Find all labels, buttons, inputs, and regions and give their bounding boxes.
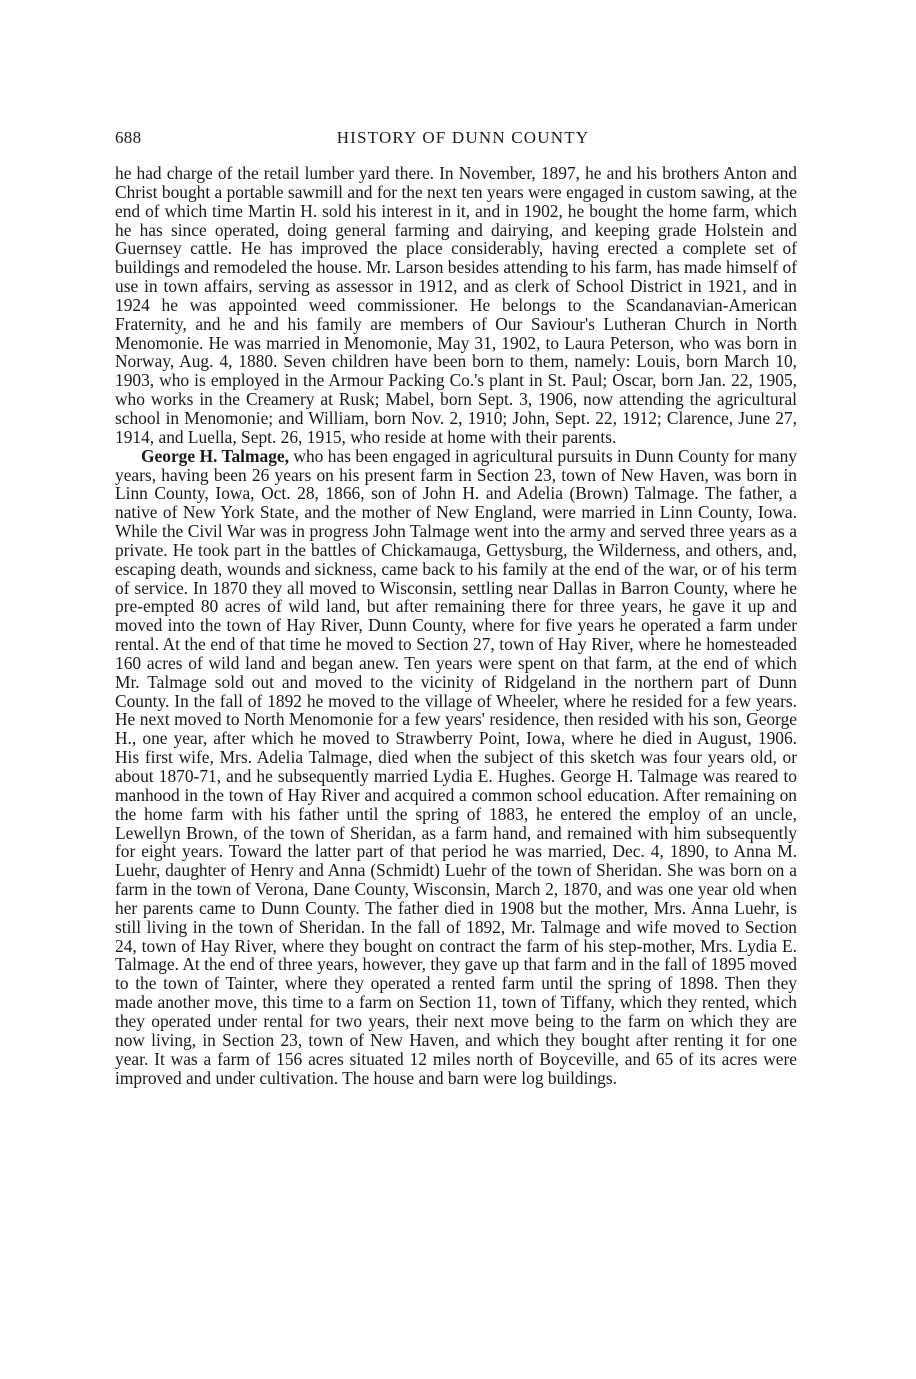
paragraph-larson-continued bbox=[115, 164, 797, 447]
running-title: HISTORY OF DUNN COUNTY bbox=[336, 128, 590, 147]
paragraph-text: he had charge of the retail lumber yard there. In November, 1897, he and his brothers Anton and Christ bought a portable sawmill and for the next ten years were engaged in custom sawing, at the end of which time Martin H. sold his interest in it, and in 1902, he bought the home farm, which he has since operated, doing general farming and dairying, and keeping grade Holstein and Guernsey cattle. He has improved the place considerably, having erected a complete set of buildings and remodeled the house. Mr. Larson besides attending to his farm, has made himself of use in town affairs, serving as assessor in 1912, and as clerk of School District in 1921, and in 1924 he was appointed weed commissioner. He belongs to the Scandanavian-American Fraternity, and he and his family are members of Our Saviour's Lutheran Church in North Menomonie. He was married in Menomonie, May 31, 1902, to Laura Peterson, who was born in Norway, Aug. 4, 1880. Seven children have been born to them, namely: Louis, born March 10, 1903, who is employed in the Armour Packing Co.'s plant in St. Paul; Oscar, born Jan. 22, 1905, who works in the Creamery at Rusk; Mabel, born Sept. 3, 1906, now attending the agricultural school in Menomonie; and William, born Nov. 2, 1910; John, Sept. 22, 1912; Clarence, June 27, 1914, and Luella, Sept. 26, 1915, who reside at home with their parents. bbox=[115, 163, 797, 447]
paragraph-talmage bbox=[115, 447, 797, 1088]
paragraph-text: who has been engaged in agricultural pursuits in Dunn County for many years, having been 26 years on his present farm in Section 23, town of New Haven, was born in Linn County, Iowa, Oct. 28, 1866, son of John H. and Adelia (Brown) Talmage. The father, a native of New York State, and the mother of New England, were married in Linn County, Iowa. While the Civil War was in progress John Talmage went into the army and served three years as a private. He took part in the battles of Chickamauga, Gettysburg, the Wilderness, and others, and, escaping death, wounds and sickness, came back to his family at the end of the war, or of his term of service. In 1870 they all moved to Wisconsin, settling near Dallas in Barron County, where he pre-empted 80 acres of wild land, but after remaining there for three years, he gave it up and moved into the town of Hay River, Dunn County, where for five years he operated a farm under rental. At the end of that time he moved to Section 27, town of Hay River, where he homesteaded 160 acres of wild land and began anew. Ten years were spent on that farm, at the end of which Mr. Talmage sold out and moved to the vicinity of Ridgeland in the northern part of Dunn County. In the fall of 1892 he moved to the village of Wheeler, where he resided for a few years. He next moved to North Menomonie for a few years' residence, then resided with his son, George H., one year, after which he moved to Strawberry Point, Iowa, where he died in August, 1906. His first wife, Mrs. Adelia Talmage, died when the subject of this sketch was four years old, or about 1870-71, and he subsequently married Lydia E. Hughes. George H. Talmage was reared to manhood in the town of Hay River and acquired a common school education. After remaining on the home farm with his father until the spring of 1883, he entered the employ of an uncle, Lewellyn Brown, of the town of Sheridan, as a farm hand, and remained with him subsequently for eight years. Toward the latter part of that period he was married, Dec. 4, 1890, to Anna M. Luehr, daughter of Henry and Anna (Schmidt) Luehr of the town of Sheridan. She was born on a farm in the town of Verona, Dane County, Wisconsin, March 2, 1870, and was one year old when her parents came to Dunn County. The father died in 1908 but the mother, Mrs. Anna Luehr, is still living in the town of Sheridan. In the fall of 1892, Mr. Talmage and wife moved to Section 24, town of Hay River, where they bought on contract the farm of his step-mother, Mrs. Lydia E. Talmage. At the end of three years, however, they gave up that farm and in the fall of 1895 moved to the town of Tainter, where they operated a rented farm until the spring of 1898. Then they made another move, this time to a farm on Section 11, town of Tiffany, which they rented, which they operated under rental for two years, their next move being to the farm on which they are now living, in Section 23, town of New Haven, and which they bought after renting it for one year. It was a farm of 156 acres situated 12 miles north of Boyceville, and 65 of its acres were improved and under cultivation. The house and barn were log buildings. bbox=[115, 445, 798, 1088]
page-number: 688 bbox=[115, 128, 142, 147]
page-header bbox=[0, 128, 916, 152]
biography-name-heading: George H. Talmage, bbox=[141, 445, 289, 466]
body-text bbox=[115, 164, 797, 1087]
